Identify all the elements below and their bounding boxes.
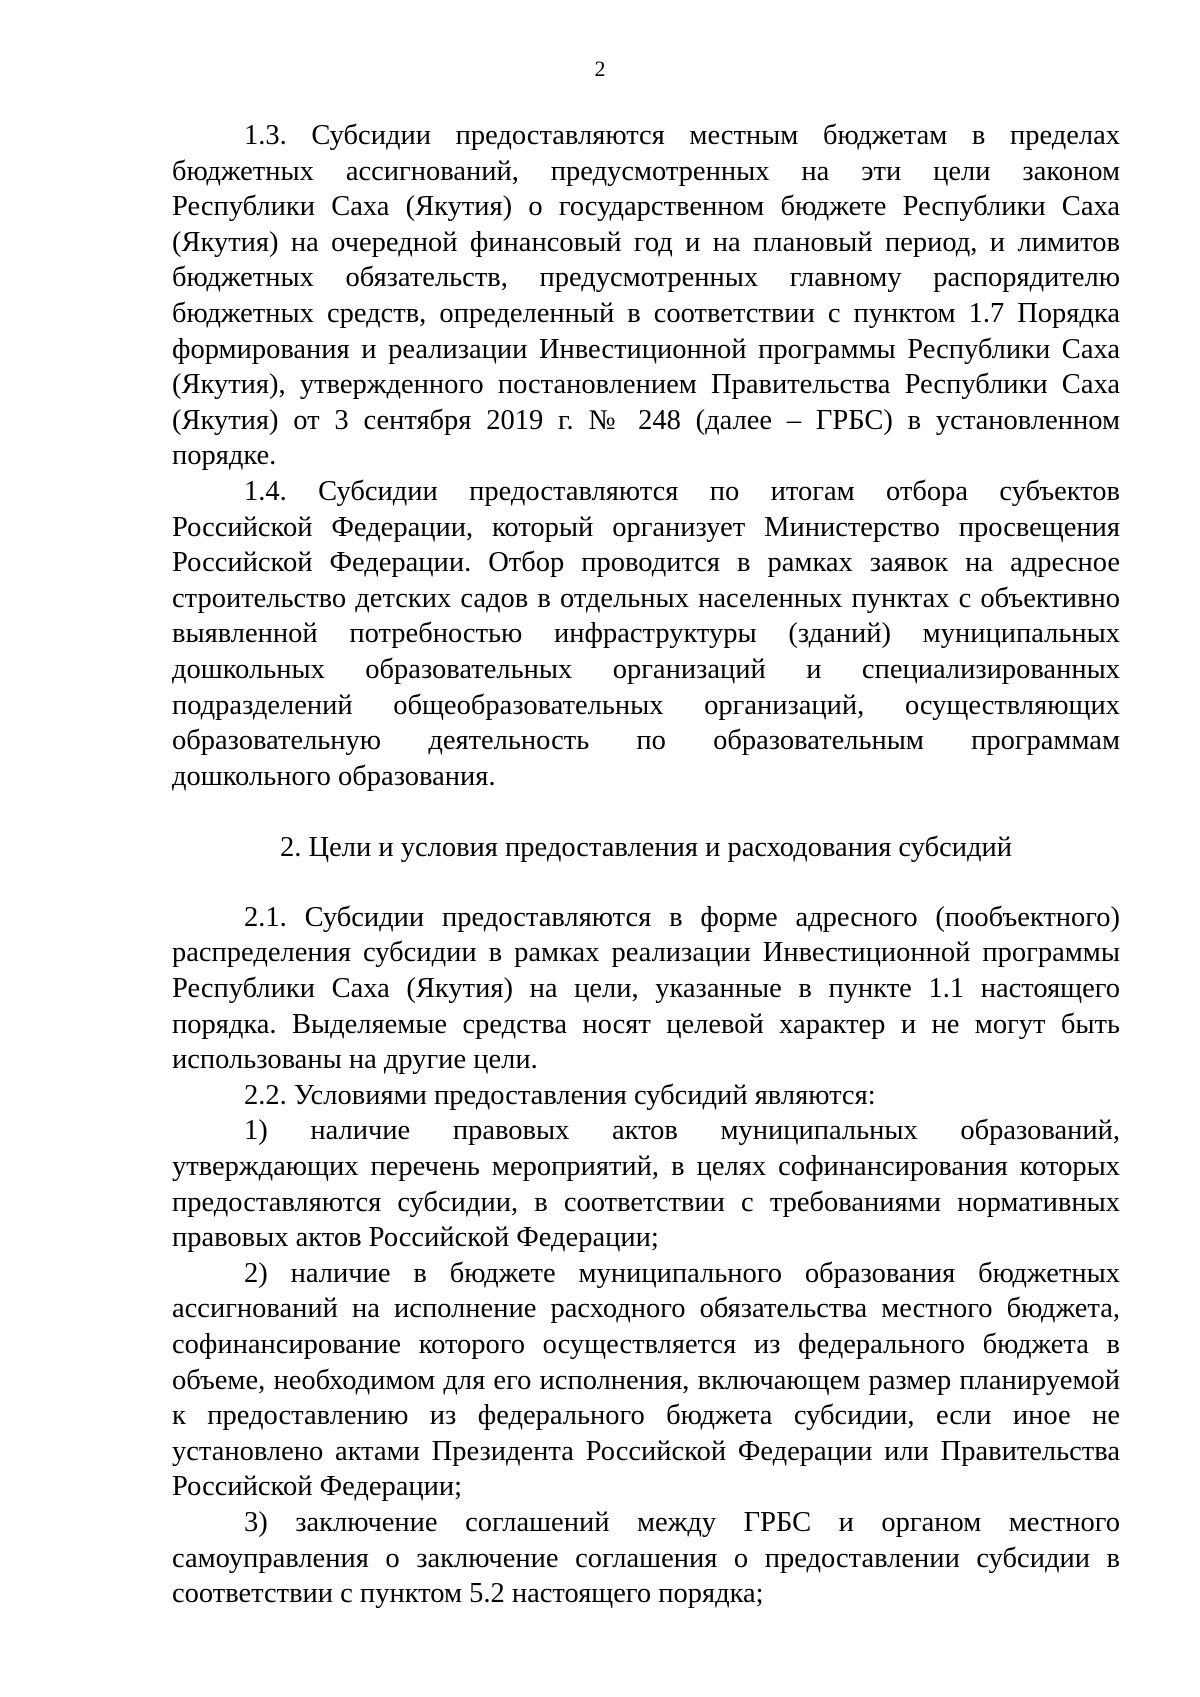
- paragraph-2-1: 2.1. Субсидии предоставляются в форме адресного (пообъектного) распределения субсидии в рамках реализации Инвестиционной программы Республики Саха (Якутия) на цели, указанные в пункте 1.1 настоящего порядка. Выделяемые средства носят целевой характер и не могут быть использованы на другие цели.: [172, 901, 1120, 1076]
- list-item-1: 1) наличие правовых актов муниципальных образований, утверждающих перечень мероприятий, в целях софинансирования которых предоставляются субсидии, в соответствии с требованиями нормативных правовых актов Российской Федерации;: [172, 1115, 1120, 1254]
- page-number: 2: [594, 56, 606, 81]
- list-item-2: 2) наличие в бюджете муниципального образования бюджетных ассигнований на исполнение расходного обязательства местного бюджета, софинансирование которого осуществляется из федерального бюджета в объеме, необходимом для его исполнения, включающем размер планируемой к предоставлению из федерального бюджета субсидии, если иное не установлено актами Президента Российской Федерации или Правительства Российской Федерации;: [172, 1257, 1120, 1503]
- section-2-heading: 2. Цели и условия предоставления и расходования субсидий: [280, 832, 1012, 864]
- paragraph-1-3: 1.3. Субсидии предоставляются местным бюджетам в пределах бюджетных ассигнований, предусмотренных на эти цели законом Республики Саха (Якутия) о государственном бюджете Республики Саха (Якутия) на очередной финансовый год и на плановый период, и лимитов бюджетных обязательств, предусмотренных главному распорядителю бюджетных средств, определенный в соответствии с пунктом 1.7 Порядка формирования и реализации Инвестиционной программы Республики Саха (Якутия), утвержденного постановлением Правительства Республики Саха (Якутия) от 3 сентября 2019 г. № 248 (далее – ГРБС) в установленном порядке.: [172, 120, 1120, 472]
- document-body: [172, 118, 1120, 1612]
- paragraph-1-4: 1.4. Субсидии предоставляются по итогам отбора субъектов Российской Федерации, который организует Министерство просвещения Российской Федерации. Отбор проводится в рамках заявок на адресное строительство детских садов в отдельных населенных пунктах с объективно выявленной потребностью инфраструктуры (зданий) муниципальных дошкольных образовательных организаций и специализированных подразделений общеобразовательных организаций, осуществляющих образовательную деятельность по образовательным программам дошкольного образования.: [172, 475, 1120, 792]
- paragraph-2-2: 2.2. Условиями предоставления субсидий являются:: [244, 1079, 876, 1111]
- list-item-3: 3) заключение соглашений между ГРБС и органом местного самоуправления о заключение соглашения о предоставлении субсидии в соответствии с пунктом 5.2 настоящего порядка;: [172, 1506, 1120, 1610]
